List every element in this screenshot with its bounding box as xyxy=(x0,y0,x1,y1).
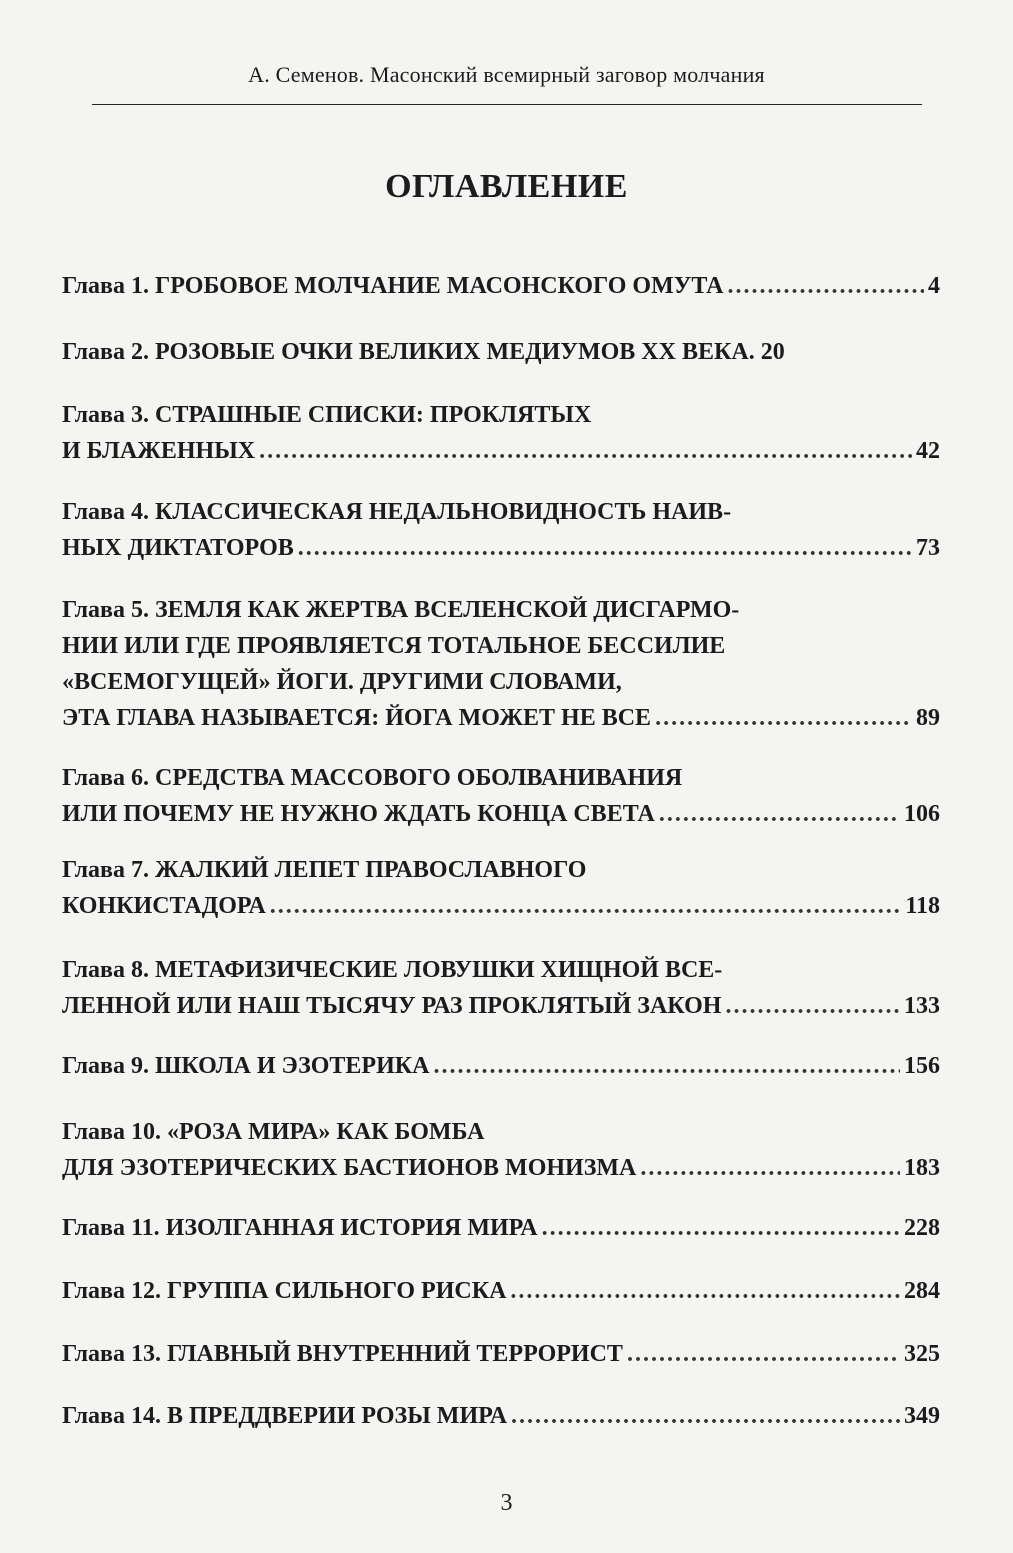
toc-entry-title-line: Глава 8. МЕТАФИЗИЧЕСКИЕ ЛОВУШКИ ХИЩНОЙ ВСЕ- xyxy=(62,957,723,983)
page-title: ОГЛАВЛЕНИЕ xyxy=(385,168,628,205)
toc-entry-title: ЭТА ГЛАВА НАЗЫВАЕТСЯ: ЙОГА МОЖЕТ НЕ ВСЕ xyxy=(62,705,652,731)
toc-page-number: 118 xyxy=(905,893,940,919)
dot-leader xyxy=(659,796,900,832)
toc-entry-title-line: НИИ ИЛИ ГДЕ ПРОЯВЛЯЕТСЯ ТОТАЛЬНОЕ БЕССИЛИЕ xyxy=(62,633,726,659)
toc-page-number: 349 xyxy=(904,1403,940,1429)
toc-page-number: 228 xyxy=(904,1215,940,1241)
toc-entry-title: Глава 12. ГРУППА СИЛЬНОГО РИСКА xyxy=(62,1278,507,1304)
toc-page-number: 20 xyxy=(760,339,785,365)
toc-entry-title: Глава 13. ГЛАВНЫЙ ВНУТРЕННИЙ ТЕРРОРИСТ xyxy=(62,1341,623,1367)
dot-leader xyxy=(655,700,912,736)
toc-page-number: 284 xyxy=(904,1278,940,1304)
toc-entry-10[interactable] xyxy=(62,1114,940,1186)
toc-entry-4[interactable] xyxy=(62,494,940,566)
toc-entry-11[interactable] xyxy=(62,1210,940,1246)
running-head: А. Семенов. Масонский всемирный заговор молчания xyxy=(248,62,765,87)
toc-entry-5[interactable] xyxy=(62,592,940,736)
toc-entry-title: НЫХ ДИКТАТОРОВ xyxy=(62,535,294,561)
dot-leader xyxy=(259,433,912,469)
toc-entry-title: ДЛЯ ЭЗОТЕРИЧЕСКИХ БАСТИОНОВ МОНИЗМА xyxy=(62,1155,637,1181)
toc-entry-8[interactable] xyxy=(62,952,940,1024)
toc-page-number: 4 xyxy=(928,273,940,299)
toc-entry-title-line: «ВСЕМОГУЩЕЙ» ЙОГИ. ДРУГИМИ СЛОВАМИ, xyxy=(62,669,622,695)
toc-page-number: 183 xyxy=(904,1155,940,1181)
toc-page-number: 133 xyxy=(904,993,940,1019)
toc-page-number: 42 xyxy=(916,438,940,464)
toc-entry-2[interactable] xyxy=(62,334,940,370)
toc-entry-title: Глава 2. РОЗОВЫЕ ОЧКИ ВЕЛИКИХ МЕДИУМОВ XX ВЕКА. xyxy=(62,339,755,365)
toc-entry-title-line: Глава 6. СРЕДСТВА МАССОВОГО ОБОЛВАНИВАНИЯ xyxy=(62,765,683,791)
page-number: 3 xyxy=(500,1490,513,1516)
toc-entry-title: Глава 9. ШКОЛА И ЭЗОТЕРИКА xyxy=(62,1053,430,1079)
toc-entry-title-line: Глава 4. КЛАССИЧЕСКАЯ НЕДАЛЬНОВИДНОСТЬ НАИВ- xyxy=(62,499,732,525)
toc-entry-13[interactable] xyxy=(62,1336,940,1372)
dot-leader xyxy=(298,530,912,566)
toc-entry-title: ЛЕННОЙ ИЛИ НАШ ТЫСЯЧУ РАЗ ПРОКЛЯТЫЙ ЗАКОН xyxy=(62,993,722,1019)
dot-leader xyxy=(434,1048,901,1084)
dot-leader xyxy=(270,888,902,924)
toc-entry-title: И БЛАЖЕННЫХ xyxy=(62,438,256,464)
toc-entry-title: ИЛИ ПОЧЕМУ НЕ НУЖНО ЖДАТЬ КОНЦА СВЕТА xyxy=(62,801,655,827)
toc-entry-title: Глава 1. ГРОБОВОЕ МОЛЧАНИЕ МАСОНСКОГО ОМУТА xyxy=(62,273,724,299)
toc-entry-9[interactable] xyxy=(62,1048,940,1084)
header-rule xyxy=(92,104,922,105)
toc-entry-title-line: Глава 10. «РОЗА МИРА» КАК БОМБА xyxy=(62,1119,485,1145)
toc-entry-title-line: Глава 7. ЖАЛКИЙ ЛЕПЕТ ПРАВОСЛАВНОГО xyxy=(62,857,587,883)
toc-page-number: 106 xyxy=(904,801,940,827)
dot-leader xyxy=(511,1398,900,1434)
dot-leader xyxy=(542,1210,900,1246)
toc-entry-title: Глава 14. В ПРЕДДВЕРИИ РОЗЫ МИРА xyxy=(62,1403,508,1429)
toc-page-number: 89 xyxy=(916,705,940,731)
toc-entry-7[interactable] xyxy=(62,852,940,924)
dot-leader xyxy=(727,268,924,304)
toc-entry-title-line: Глава 3. СТРАШНЫЕ СПИСКИ: ПРОКЛЯТЫХ xyxy=(62,402,592,428)
toc-entry-title: КОНКИСТАДОРА xyxy=(62,893,266,919)
toc-entry-1[interactable] xyxy=(62,268,940,304)
toc-entry-title-line: Глава 5. ЗЕМЛЯ КАК ЖЕРТВА ВСЕЛЕНСКОЙ ДИСГАРМО- xyxy=(62,597,740,623)
dot-leader xyxy=(725,988,900,1024)
dot-leader xyxy=(627,1336,900,1372)
toc-entry-12[interactable] xyxy=(62,1273,940,1309)
toc-entry-title: Глава 11. ИЗОЛГАННАЯ ИСТОРИЯ МИРА xyxy=(62,1215,538,1241)
dot-leader xyxy=(510,1273,900,1309)
dot-leader xyxy=(640,1150,900,1186)
toc-page-number: 156 xyxy=(904,1053,940,1079)
toc-page-number: 73 xyxy=(916,535,940,561)
toc-entry-6[interactable] xyxy=(62,760,940,832)
toc-entry-3[interactable] xyxy=(62,397,940,469)
toc-page-number: 325 xyxy=(904,1341,940,1367)
toc-entry-14[interactable] xyxy=(62,1398,940,1434)
